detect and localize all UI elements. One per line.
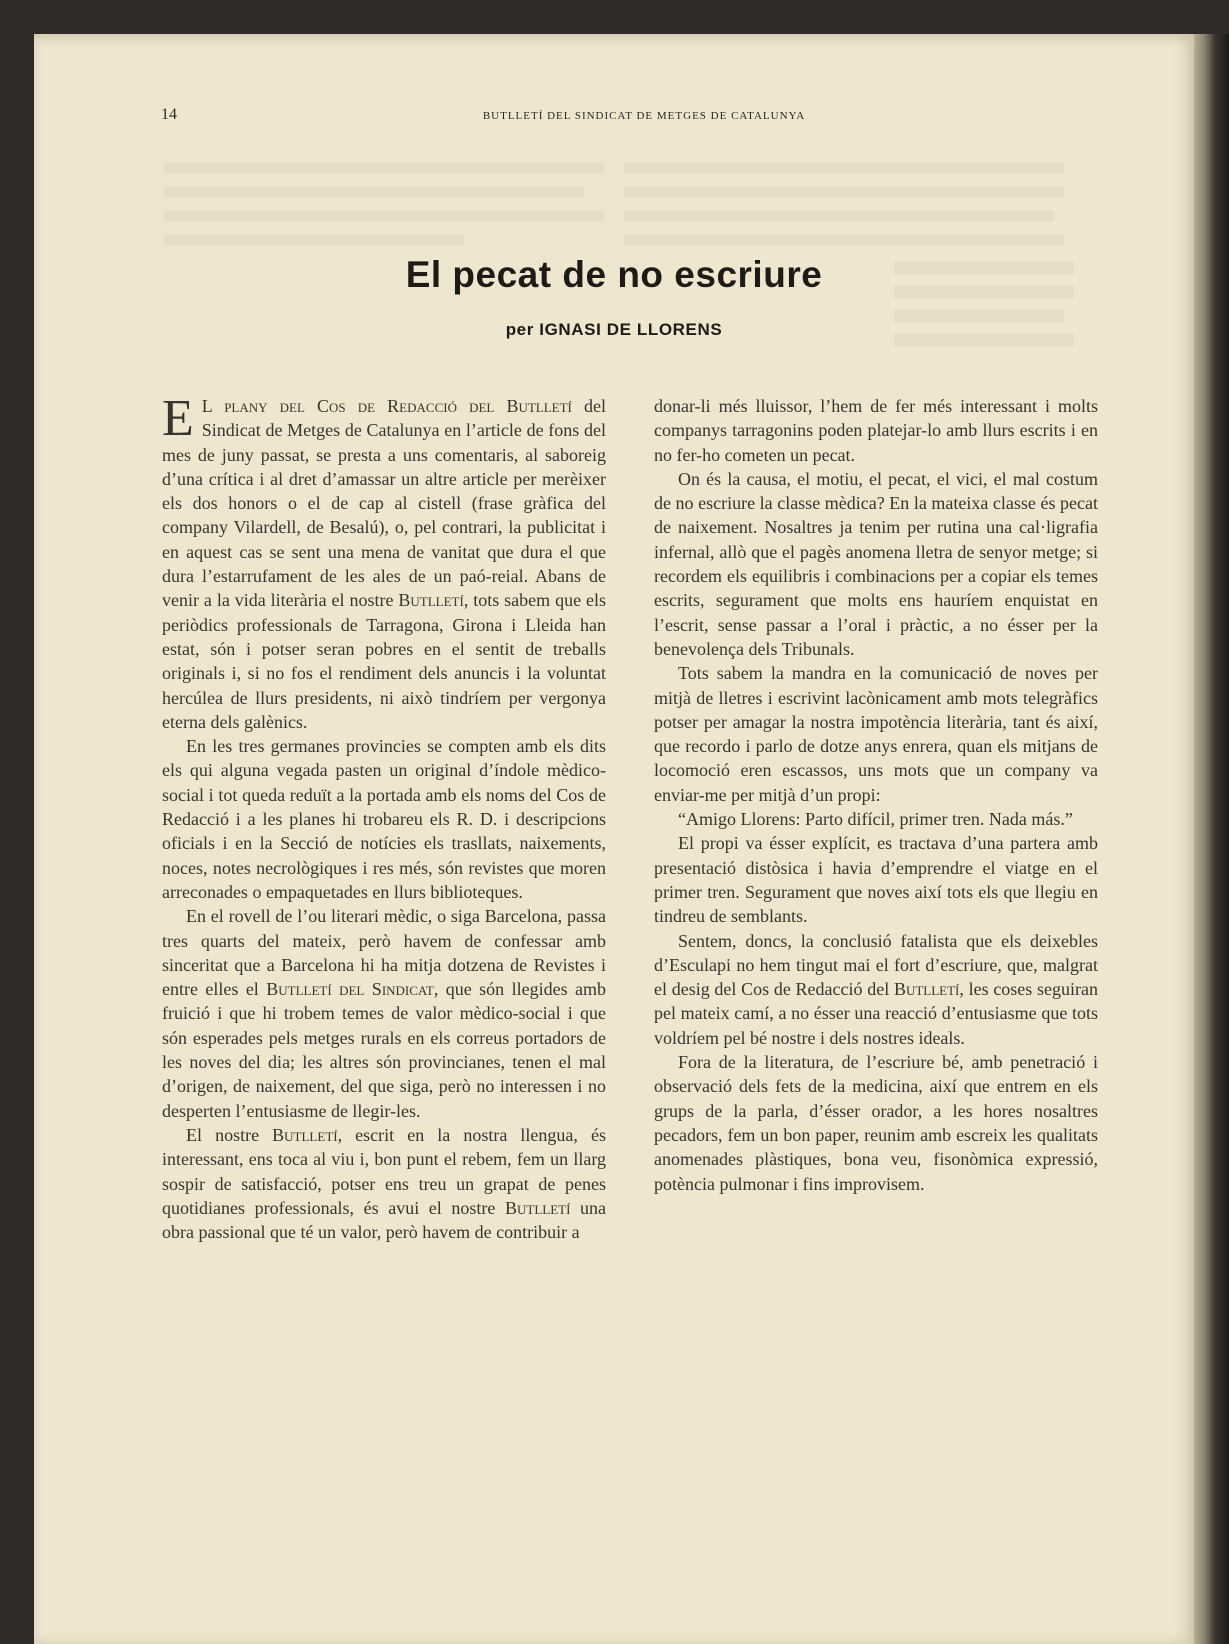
paragraph [162, 1123, 606, 1244]
text-span: del Sindicat de Metges de Catalunya en l’article de fons del mes de juny passat, se presta a uns comentaris, al saboreig d’una crítica i al dret d’amassar un altre article per merèixer els dos honors o el de cap al cistell (frase gràfica del company Vilardell, de Besalú), o, pel contrari, la publicitat i en aquest cas se sent una mena de vanitat que dura el que dura l’estarrufament de les ales de un paó-reial. Abans de venir a la vida literària el nostre [162, 396, 606, 611]
paragraph: donar-li més lluissor, l’hem de fer més interessant i molts companys tarragonins poden platejar-lo amb llurs escrits i en no fer-ho cometen un pecat. [654, 396, 1098, 465]
paragraph: Fora de la literatura, de l’escriure bé, amb penetració i observació dels fets de la medicina, així que entrem en els grups de la parla, d’ésser orador, a les hores nosaltres pecadors, fem un bon paper, reunim amb escreix les qualitats anomenades plàstiques, bona veu, fisonòmica expressió, potència pulmonar i fins improvisem. [654, 1052, 1098, 1194]
paragraph: On és la causa, el motiu, el pecat, el vici, el mal costum de no escriure la classe mèdica? En la mateixa classe és pecat de naixement. Nosaltres ja tenim per rutina una cal·ligrafia infernal, allò que el pagès anomena lletra de senyor metge; si recordem els equilibris i combinacions per a copiar els temes escrits, segurament que molts ens hauríem enquistat en l’escrit, sense passar a l’oral i pràctic, a no ésser per la benevolença dels Tribunals. [654, 468, 1098, 659]
article-title: El pecat de no escriure [405, 254, 823, 295]
running-head: BUTLLETÍ DEL SINDICAT DE METGES DE CATALUNYA [482, 110, 806, 122]
right-column [654, 394, 1098, 1196]
book-binding-edge [1194, 34, 1229, 1644]
text-span: En el rovell de l’ou literari mèdic, o siga Barcelona, passa tres quarts del mateix, però havem de confessar amb sinceritat que a Barcelona hi ha mitja dotzena de Revistes i entre elles el [162, 906, 606, 1000]
text-span: , tots sabem que els periòdics professionals de Tarragona, Girona i Lleida han estat, són i potser seran pobres en el sentit de treballs originals i, si no fos el rendiment dels anuncis i la voluntat hercúlea de llurs presidents, ni això tindríem per vergonya eterna dels galènics. [162, 590, 606, 732]
paragraph [162, 390, 606, 734]
paragraph [654, 929, 1098, 1050]
left-column [162, 390, 607, 1244]
text-span: una obra passional que té un valor, però havem de contribuir a [162, 1197, 607, 1243]
paragraph: El propi va ésser explícit, es tractava d’una partera amb presentació distòsica i havia d’emprendre el viatge en el primer tren. Segurament que noves així tots els que llegiu en tindreu de semblants. [654, 833, 1098, 927]
page-number: 14 [161, 106, 177, 123]
paragraph [162, 904, 606, 1123]
text-span: , les coses seguiran pel mateix camí, a no ésser una reacció d’entusiasme que tots voldríem pel bé nostre i dels nostres ideals. [654, 979, 1098, 1048]
paragraph: En les tres germanes provincies se compten amb els dits els qui alguna vegada pasten un original d’índole mèdico-social i tot queda reduït a la portada amb els noms del Cos de Redacció i a les planes hi trobareu els R. D. i descripcions oficials i en la Secció de notícies els trasllats, naixements, noces, notes necrològiques i res més, són revistes que moren arreconades o empaquetades en llurs biblioteques. [162, 736, 606, 902]
drop-cap: E [162, 390, 194, 447]
small-caps-span: Butlletí [398, 590, 464, 611]
text-span: El nostre [186, 1124, 273, 1145]
article-byline: per IGNASI DE LLORENS [505, 320, 723, 339]
text-span: L plany del Cos de Redacció del [201, 396, 507, 416]
text-span: , escrit en la nostra llengua, és interessant, ens toca al viu i, bon punt el rebem, fem un llarg sospir de satisfacció, potser ens treu un grapat de penes quotidianes professionals, és avui el nostre [162, 1124, 606, 1218]
small-caps-span: Butlletí [504, 1197, 571, 1218]
page [34, 34, 1194, 1644]
page-header [34, 106, 1194, 126]
small-caps-span: Butlletí [893, 979, 960, 1000]
paragraph-quote: “Amigo Llorens: Parto difícil, primer tren. Nada más.” [678, 809, 1073, 830]
text-span: Sentem, doncs, la conclusió fatalista que els deixebles d’Esculapi no hem tingut mai el fort d’escriure, que, malgrat el desig del Cos de Redacció del [654, 930, 1098, 1000]
text-span: , que són llegides amb fruició i que hi trobem temes de valor mèdico-social i que són esperades pels metges rurals en els correus portadors de les noves del dia; les altres són provincianes, tenen el mal d’origen, de naixement, del que siga, però no interessen i no desperten l’entusiasme de llegir-les. [162, 979, 606, 1121]
small-caps-span: Butlletí [272, 1124, 338, 1145]
paragraph: Tots sabem la mandra en la comunicació de noves per mitjà de lletres i escrivint lacònicament amb mots telegràfics potser per amagar la nostra impotència literària, tant és així, que recordo i parlo de dotze anys enrera, quan els mitjans de locomoció eren escassos, uns mots que un company va enviar-me per mitjà d’un propi: [654, 663, 1098, 805]
small-caps-span: Butlletí [506, 396, 572, 416]
small-caps-span: Butlletí del Sindicat [266, 979, 434, 1000]
